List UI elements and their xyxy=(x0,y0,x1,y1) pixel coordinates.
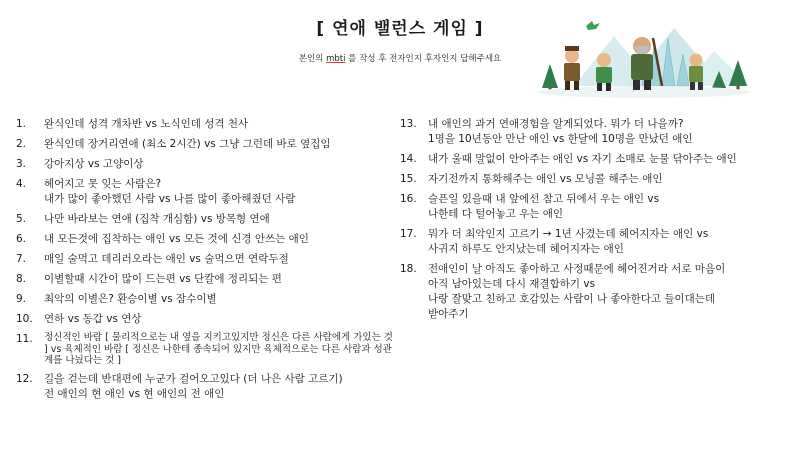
subtitle-mbti: mbti xyxy=(326,54,346,64)
question-item xyxy=(16,272,394,287)
question-number: 3. xyxy=(16,158,27,170)
question-number: 4. xyxy=(16,178,27,190)
question-number: 17. xyxy=(400,228,417,240)
question-text: 내 애인의 과거 연애경험을 알게되었다. 뭐가 더 나을까? 1명을 10년동안 만난 애인 vs 한달에 10명을 만났던 애인 xyxy=(428,118,693,145)
question-item xyxy=(400,262,792,322)
question-item xyxy=(16,157,394,172)
question-text: 완식인데 성격 개차반 vs 노식인데 성격 천사 xyxy=(44,118,249,130)
question-text: 내 모든것에 집착하는 애인 vs 모든 것에 신경 안쓰는 애인 xyxy=(44,233,309,245)
question-text: 최악의 이별은? 환승이별 vs 잠수이별 xyxy=(44,293,217,305)
question-text: 정신적인 바람 [ 물리적으로는 내 옆을 지키고있지만 정신은 다른 사람에게 가있는 것 ] vs 육체적인 바람 [ 정신은 나한테 종속되어 있지만 육체적으로는 다른 사람과 성관계를 나눴다는 것 ] xyxy=(44,332,393,366)
game-characters-illustration xyxy=(534,16,756,98)
question-number: 9. xyxy=(16,293,27,305)
question-item xyxy=(16,312,394,327)
question-number: 13. xyxy=(400,118,417,130)
question-number: 2. xyxy=(16,138,27,150)
question-item xyxy=(16,212,394,227)
question-number: 7. xyxy=(16,253,27,265)
question-item xyxy=(16,232,394,247)
question-text: 매일 술먹고 데리러오라는 애인 vs 술먹으면 연락두절 xyxy=(44,253,289,265)
question-number: 11. xyxy=(16,333,33,345)
question-number: 15. xyxy=(400,173,417,185)
question-number: 5. xyxy=(16,213,27,225)
question-number: 18. xyxy=(400,263,417,275)
question-item xyxy=(16,137,394,152)
character-left xyxy=(564,46,580,90)
question-text: 이별할때 시간이 많이 드는편 vs 단칼에 정리되는 편 xyxy=(44,273,282,285)
question-text: 길을 걷는데 반대편에 누군가 걸어오고있다 (더 나은 사람 고르기) 전 애인의 현 애인 vs 현 애인의 전 애인 xyxy=(44,372,343,400)
page-title: [ 연애 밸런스 게임 ] xyxy=(316,19,484,39)
question-number: 12. xyxy=(16,372,33,385)
subtitle-prefix: 본인의 xyxy=(298,54,327,64)
question-text: 자기전까지 통화해주는 애인 vs 모닝콜 해주는 애인 xyxy=(428,173,663,185)
question-number: 6. xyxy=(16,233,27,245)
question-text: 나만 바라보는 연애 (집착 개심함) vs 방목형 연애 xyxy=(44,213,270,225)
question-text: 완식인데 장거리연애 (최소 2시간) vs 그냥 그런데 바로 옆집임 xyxy=(44,138,331,150)
subtitle-suffix: 를 작성 후 전자인지 후자인지 답해주세요 xyxy=(345,54,502,64)
question-text: 슬픈일 있을때 내 앞에선 참고 뒤에서 우는 애인 vs 나한테 다 털어놓고 우는 애인 xyxy=(428,193,660,220)
bird-icon xyxy=(586,21,600,30)
question-item xyxy=(16,292,394,307)
question-item xyxy=(400,152,792,167)
question-text: 연하 vs 동갑 vs 연상 xyxy=(44,313,142,325)
question-text: 전애인이 날 아직도 좋아하고 사정때문에 헤어진거라 서로 마음이 아직 남아있는데 다시 재결합하기 vs 나랑 잘맞고 친하고 호감있는 사람이 나 좋아한다고 들이대는데 받아주기 xyxy=(428,263,726,320)
question-number: 14. xyxy=(400,153,417,165)
questions-right-column xyxy=(400,117,792,327)
question-number: 1. xyxy=(16,118,27,130)
question-item xyxy=(16,177,394,207)
question-item xyxy=(16,372,394,402)
question-item xyxy=(400,192,792,222)
question-item xyxy=(400,172,792,187)
question-number: 16. xyxy=(400,193,417,205)
question-item xyxy=(16,117,394,132)
question-item xyxy=(400,227,792,257)
questions-left-column xyxy=(16,117,394,407)
question-item xyxy=(16,332,394,367)
question-number: 8. xyxy=(16,273,27,285)
question-number: 10. xyxy=(16,313,33,325)
question-item xyxy=(400,117,792,147)
question-text: 강아지상 vs 고양이상 xyxy=(44,158,144,170)
question-text: 헤어지고 못 잊는 사람은? 내가 많이 좋아했던 사람 vs 나를 많이 좋아해줬던 사람 xyxy=(44,178,296,205)
question-text: 뭐가 더 최악인지 고르기 → 1년 사겼는데 헤어지자는 애인 vs 사귀지 하루도 안지났는데 헤어지자는 애인 xyxy=(428,228,709,255)
question-text: 내가 울때 말없이 안아주는 애인 vs 자기 소매로 눈물 닦아주는 애인 xyxy=(428,153,737,165)
question-item xyxy=(16,252,394,267)
